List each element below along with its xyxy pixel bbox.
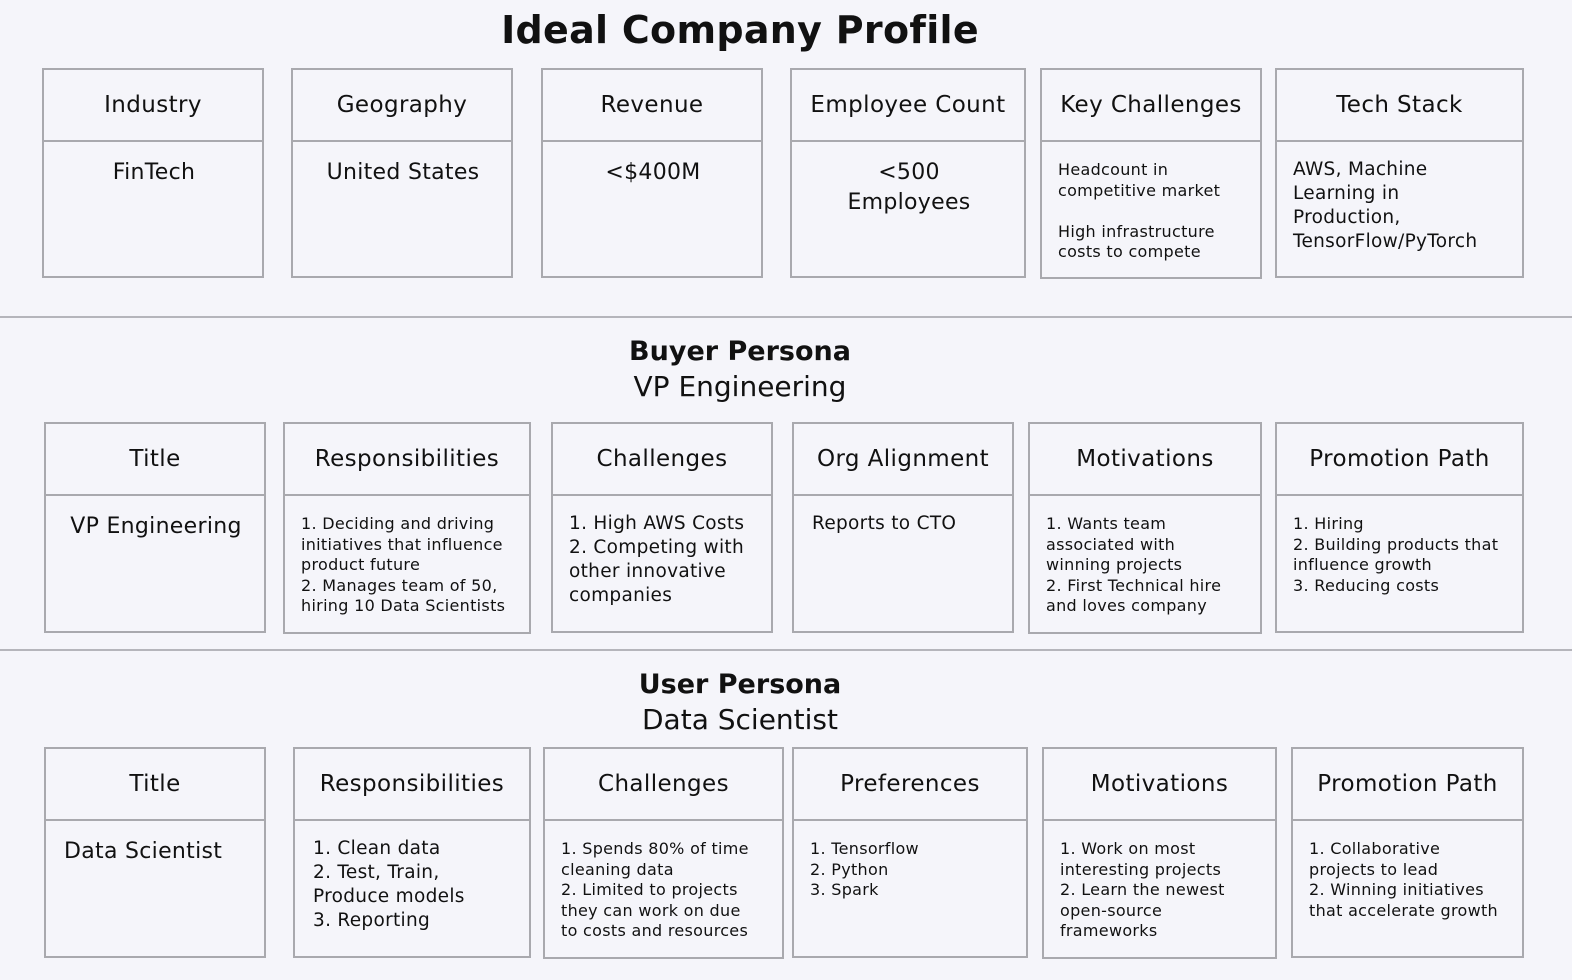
buyer-persona-title: Buyer Persona — [629, 336, 851, 367]
card-body: 1. Deciding and driving initiatives that influence product future 2. Manages team of 50, hiring 10 Data Scientists — [301, 514, 506, 615]
card-body: 1. Collaborative projects to lead 2. Winning initiatives that accelerate growth — [1309, 839, 1498, 920]
icp-card-tech-stack — [1275, 68, 1524, 278]
card-header: Key Challenges — [1042, 70, 1260, 142]
card-body: <500 Employees — [847, 160, 971, 215]
buyer-card-motivations — [1028, 422, 1262, 634]
card-body: 1. Hiring 2. Building products that influence growth 3. Reducing costs — [1293, 514, 1499, 595]
card-header: Industry — [44, 70, 262, 142]
icp-card-key-challenges — [1040, 68, 1262, 279]
buyer-card-org-alignment — [792, 422, 1014, 633]
card-header: Title — [46, 424, 264, 496]
card-header: Motivations — [1030, 424, 1260, 496]
user-persona-title: User Persona — [638, 669, 842, 700]
icp-card-geography — [291, 68, 513, 278]
user-persona-subtitle: Data Scientist — [642, 703, 838, 736]
card-body: 1. Spends 80% of time cleaning data 2. Limited to projects they can work on due to costs and resources — [561, 839, 749, 940]
card-body: Headcount in competitive market High infrastructure costs to compete — [1058, 160, 1221, 261]
card-header: Challenges — [545, 749, 782, 821]
card-body: United States — [326, 160, 480, 185]
buyer-card-title — [44, 422, 266, 633]
card-body: 1. Tensorflow 2. Python 3. Spark — [810, 839, 919, 899]
user-card-responsibilities — [293, 747, 531, 958]
card-header: Title — [46, 749, 264, 821]
card-header: Org Alignment — [794, 424, 1012, 496]
buyer-persona-subtitle: VP Engineering — [633, 370, 847, 403]
card-body: 1. High AWS Costs 2. Competing with other innovative companies — [569, 513, 745, 606]
card-body: <$400M — [605, 160, 701, 185]
card-body: 1. Work on most interesting projects 2. Learn the newest open-source frameworks — [1060, 839, 1225, 940]
icp-title: Ideal Company Profile — [501, 8, 979, 52]
icp-card-revenue — [541, 68, 763, 278]
card-header: Preferences — [794, 749, 1026, 821]
card-header: Revenue — [543, 70, 761, 142]
section-divider — [0, 316, 1572, 318]
card-header: Geography — [293, 70, 511, 142]
icp-card-industry — [42, 68, 264, 278]
card-header: Motivations — [1044, 749, 1275, 821]
user-card-motivations — [1042, 747, 1277, 959]
card-body: AWS, Machine Learning in Production, TensorFlow/PyTorch — [1293, 159, 1478, 252]
icp-card-employee-count — [790, 68, 1026, 278]
card-header: Responsibilities — [295, 749, 529, 821]
card-body: VP Engineering — [70, 514, 242, 539]
buyer-card-challenges — [551, 422, 773, 633]
card-body: Data Scientist — [64, 839, 223, 864]
card-body: 1. Wants team associated with winning projects 2. First Technical hire and loves company — [1046, 514, 1222, 615]
card-header: Promotion Path — [1293, 749, 1522, 821]
section-divider — [0, 649, 1572, 651]
user-card-challenges — [543, 747, 784, 959]
card-body: Reports to CTO — [812, 513, 957, 534]
card-header: Employee Count — [792, 70, 1024, 142]
buyer-card-responsibilities — [283, 422, 531, 634]
user-card-promotion-path — [1291, 747, 1524, 958]
user-card-title — [44, 747, 266, 958]
user-card-preferences — [792, 747, 1028, 958]
card-header: Responsibilities — [285, 424, 529, 496]
card-header: Challenges — [553, 424, 771, 496]
card-header: Tech Stack — [1277, 70, 1522, 142]
card-body: FinTech — [112, 160, 196, 185]
card-header: Promotion Path — [1277, 424, 1522, 496]
card-body: 1. Clean data 2. Test, Train, Produce models 3. Reporting — [313, 838, 465, 931]
buyer-card-promotion-path — [1275, 422, 1524, 633]
